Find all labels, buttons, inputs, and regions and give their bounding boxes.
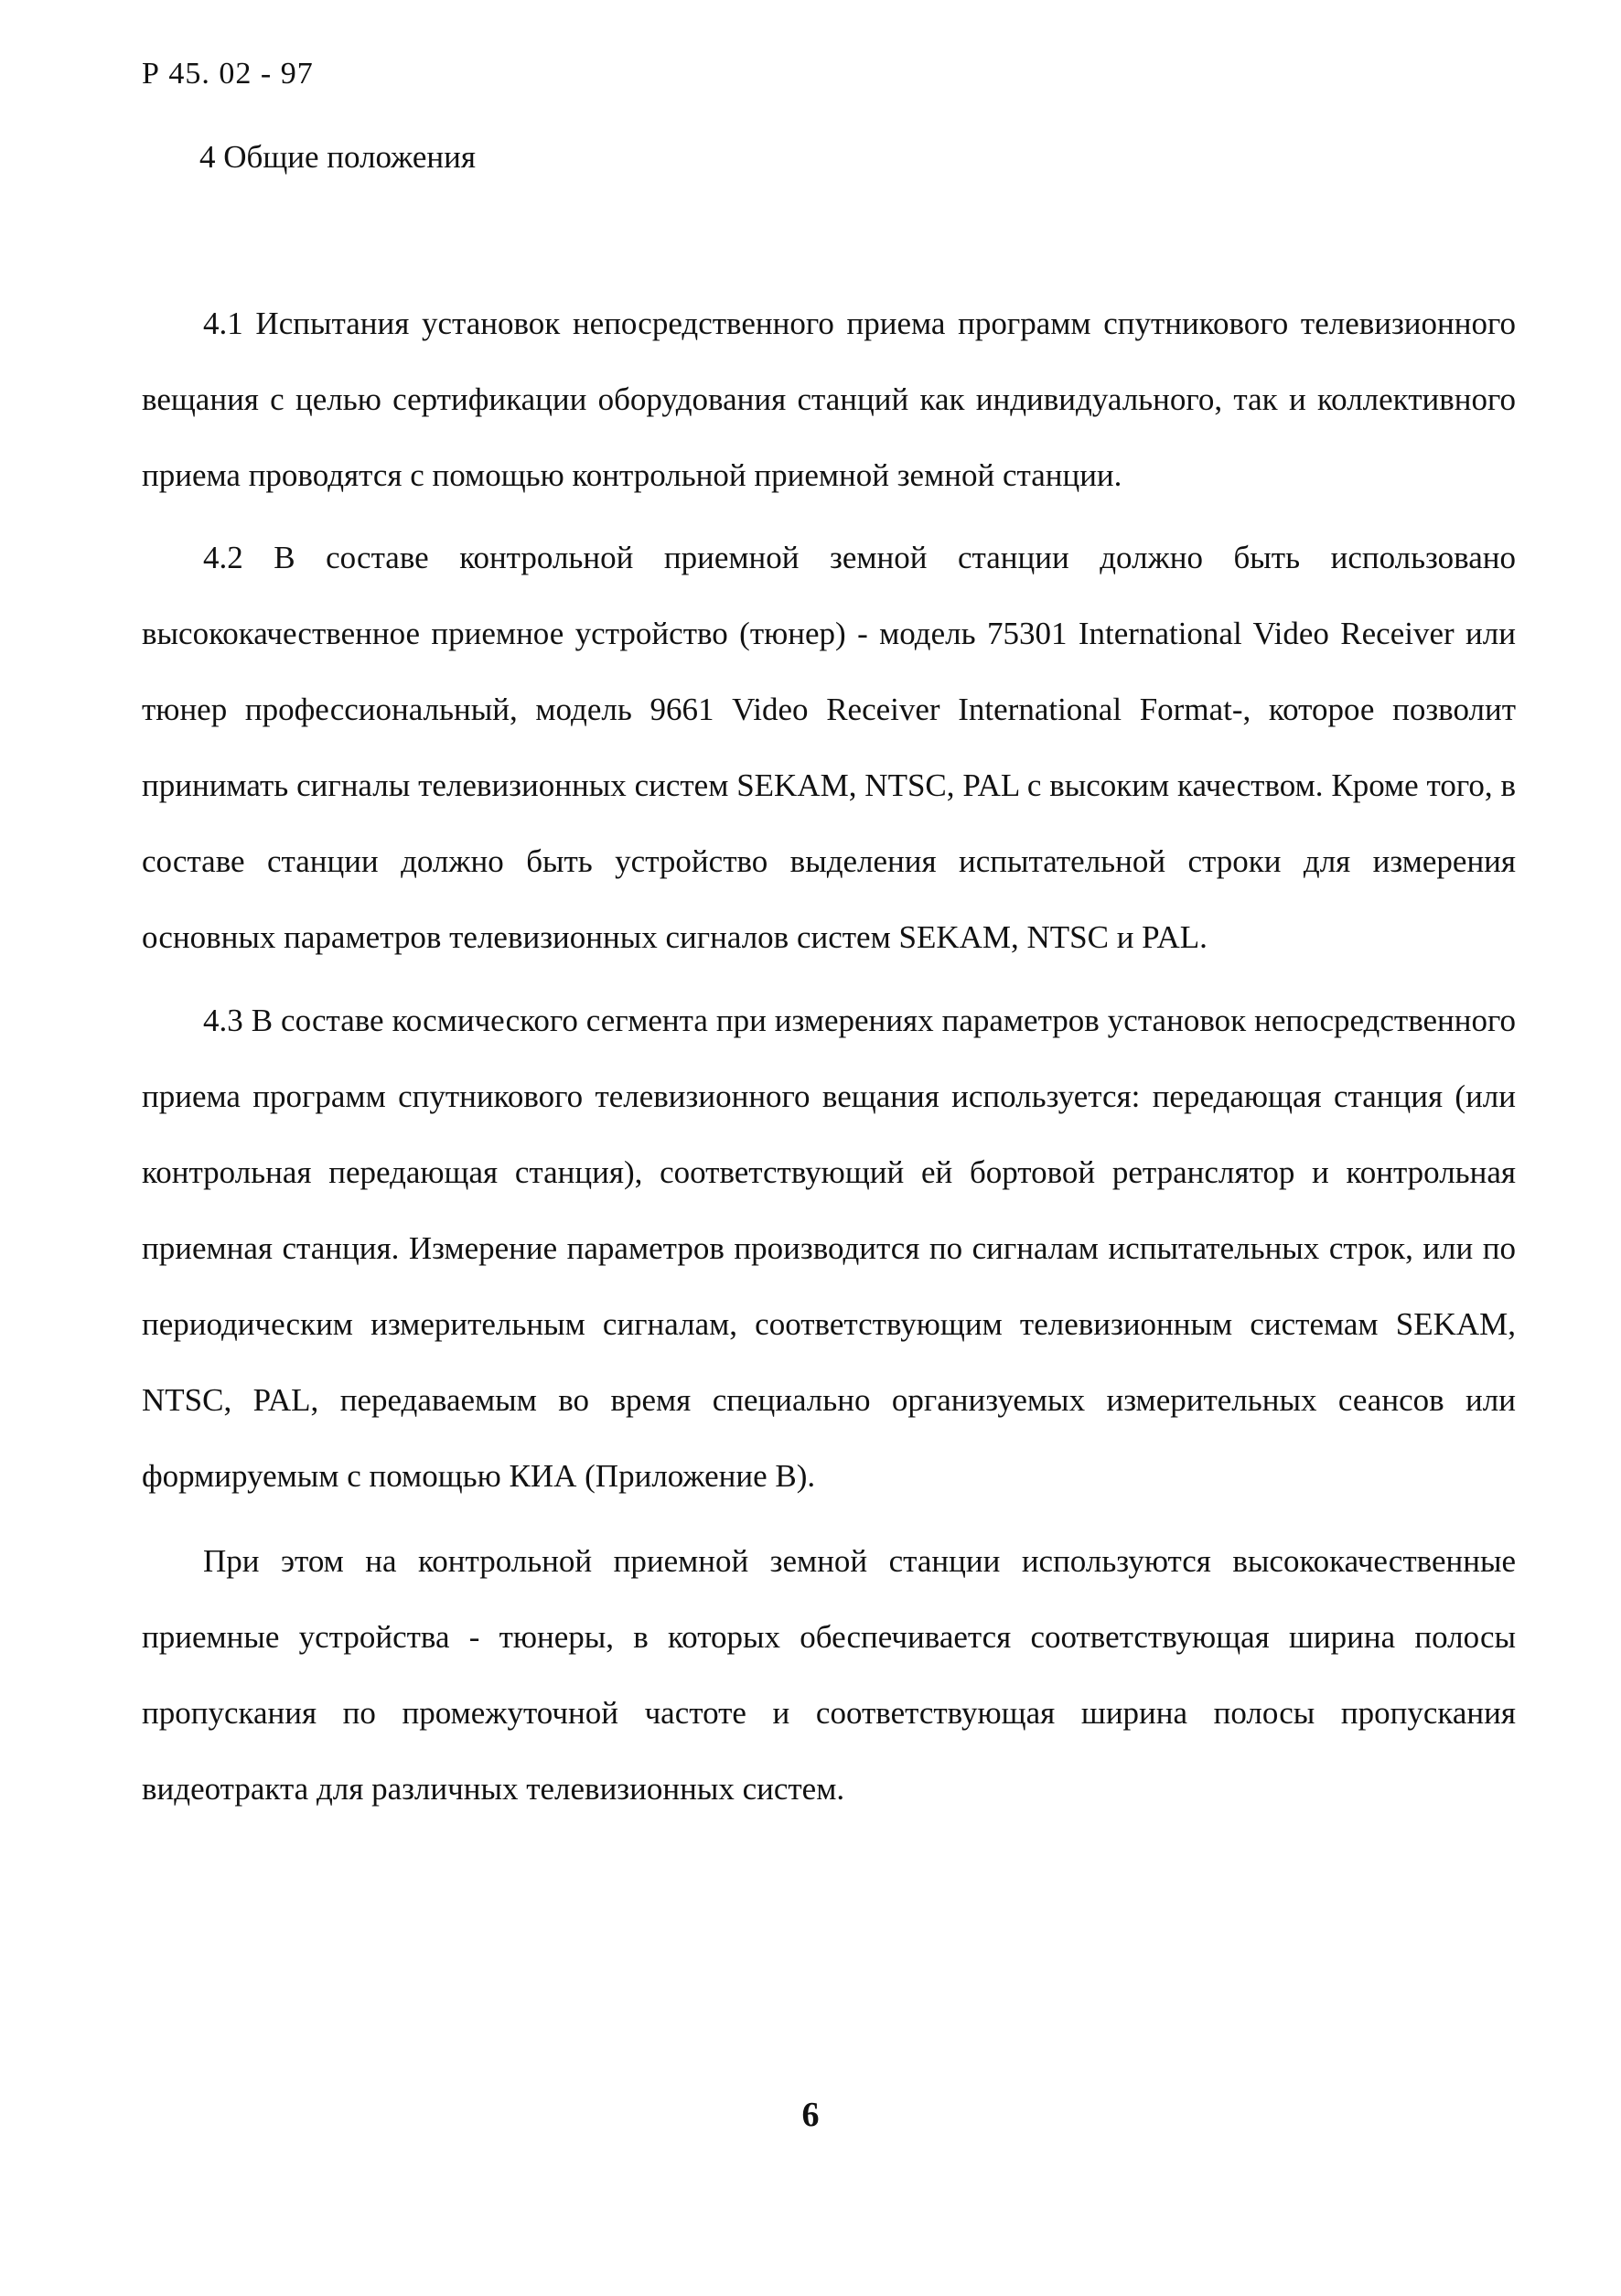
paragraph-4-2: 4.2 В составе контрольной приемной земной станции должно быть использовано высококачественное приемное устройство (тюнер) - модель 75301 International Video Receiver или тюнер профессиональный, модель 9661 Video Receiver International Format-, которое позволит принимать сигналы телевизионных систем SEKAM, NTSC, PAL с высоким качеством. Кроме того, в составе станции должно быть устройство выделения испытательной строки для измерения основных параметров телевизионных сигналов систем SEKAM, NTSC и PAL. <box>142 540 1516 955</box>
paragraph-4-3: 4.3 В составе космического сегмента при измерениях параметров установок непосредственного приема программ спутникового телевизионного вещания используется: передающая станция (или контрольная передающая станция), соответствующий ей бортовой ретранслятор и контрольная приемная станция. Измерение параметров производится по сигналам испытательных строк, или по периодическим измерительным сигналам, соответствующим телевизионным системам SEKAM, NTSC, PAL, передаваемым во время специально организуемых измерительных сеансов или формируемым с помощью КИА (Приложение В). <box>142 1003 1516 1494</box>
paragraph-continuation: При этом на контрольной приемной земной станции используются высококачественные приемные устройства - тюнеры, в которых обеспечивается соответствующая ширина полосы пропускания по промежуточной частоте и соответствующая ширина полосы пропускания видеотракта для различных телевизионных систем. <box>142 1543 1516 1807</box>
page-number: 6 <box>801 2096 820 2134</box>
document-code: Р 45. 02 - 97 <box>142 57 314 91</box>
section-heading: 4 Общие положения <box>199 139 476 175</box>
paragraph-4-1: 4.1 Испытания установок непосредственного приема программ спутникового телевизионного вещания с целью сертификации оборудования станций как индивидуального, так и коллективного приема проводятся с помощью контрольной приемной земной станции. <box>142 306 1516 493</box>
